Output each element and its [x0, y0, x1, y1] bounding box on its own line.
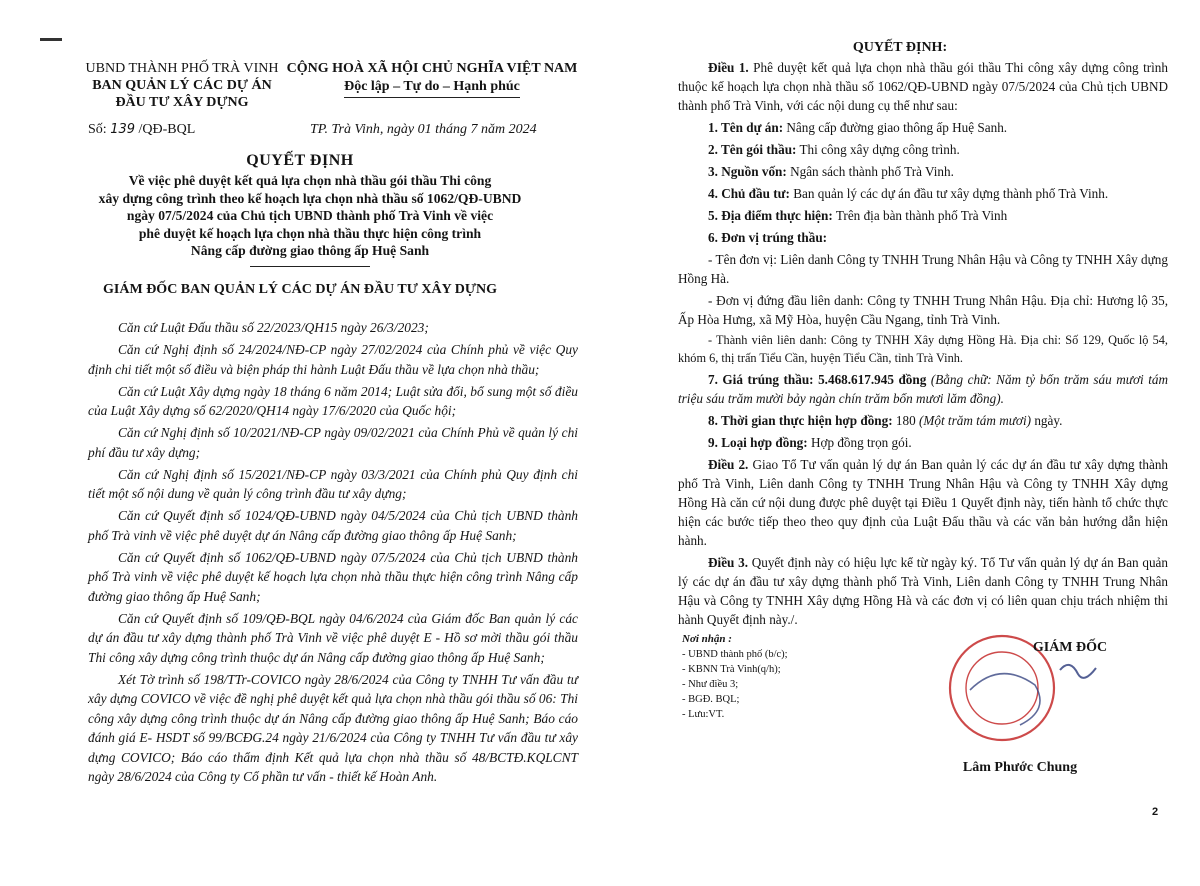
stamp-inner-ring	[966, 652, 1038, 724]
article-1-text: Phê duyệt kết quả lựa chọn nhà thầu gói thầu Thi công xây dựng công trình thuộc kế hoạch lựa chọn nhà thầu số 1062/QĐ-UBND ngày 07/5/2024 của Chủ tịch UBND thành phố Trà Vinh, với các nội dung cụ thể như sau:	[678, 60, 1168, 113]
issue-date: TP. Trà Vinh, ngày 01 tháng 7 năm 2024	[310, 122, 537, 137]
item-value: Thi công xây dựng công trình.	[796, 142, 960, 157]
basis-paragraph: Căn cứ Quyết định số 109/QĐ-BQL ngày 04/6/2024 của Giám đốc Ban quản lý các dự án đầu tư xây dựng thành phố Trà Vinh về việc phê duyệt E - Hồ sơ mời thầu gói thầu Thi công xây dựng công trình thuộc dự án Nâng cấp đường giao thông ấp Huệ Sanh;	[88, 610, 578, 665]
agency-line-2: BAN QUẢN LÝ CÁC DỰ ÁN	[92, 78, 272, 93]
item-contract-type	[678, 433, 1168, 452]
item-label: 3. Nguồn vốn:	[708, 164, 787, 179]
basis-paragraph: Căn cứ Luật Xây dựng ngày 18 tháng 6 năm 2014; Luật sửa đổi, bổ sung một số điều của Luật Xây dựng số 62/2020/QH14 ngày 17/6/2020 của Quốc hội;	[88, 383, 578, 418]
subject-line: Về việc phê duyệt kết quả lựa chọn nhà thầu gói thầu Thi công	[128, 173, 492, 188]
doc-number-prefix: Số:	[88, 122, 111, 137]
item-funding-source	[678, 162, 1168, 181]
item-location	[678, 206, 1168, 225]
basis-paragraph: Căn cứ Luật Đấu thầu số 22/2023/QH15 ngày 26/3/2023;	[118, 320, 429, 335]
signer-name: Lâm Phước Chung	[962, 760, 1078, 775]
article-2-label: Điều 2.	[708, 457, 749, 472]
item-label: 7. Giá trúng thầu: 5.468.617.945 đồng	[708, 372, 927, 387]
decision-body	[678, 58, 1168, 632]
decision-heading: QUYẾT ĐỊNH:	[852, 40, 948, 55]
article-1-label: Điều 1.	[708, 60, 749, 75]
article-1	[678, 58, 1168, 115]
right-page	[600, 0, 1200, 886]
recipient-item: - Như điều 3;	[682, 679, 739, 690]
subject-line: Nâng cấp đường giao thông ấp Huệ Sanh	[190, 243, 430, 258]
director-heading: GIÁM ĐỐC BAN QUẢN LÝ CÁC DỰ ÁN ĐẦU TƯ XÂY DỰNG	[103, 282, 497, 297]
agency-line-1: UBND THÀNH PHỐ TRÀ VINH	[85, 61, 279, 76]
item-package-name	[678, 140, 1168, 159]
national-heading	[282, 60, 582, 98]
subject-divider	[250, 266, 370, 267]
article-3	[678, 553, 1168, 629]
item-note: (Một trăm tám mươi)	[919, 413, 1032, 428]
item-project-name	[678, 118, 1168, 137]
basis-paragraph: Căn cứ Quyết định số 1024/QĐ-UBND ngày 04/5/2024 của Chủ tịch UBND thành phố Trà vinh về việc phê duyệt dự án Nâng cấp đường giao thông ấp Huệ Sanh;	[88, 508, 578, 543]
item-label: 2. Tên gói thầu:	[708, 142, 797, 157]
article-2	[678, 455, 1168, 550]
issuing-agency	[82, 60, 282, 111]
recipients-block	[682, 632, 788, 722]
item-label: 8. Thời gian thực hiện hợp đồng:	[708, 413, 893, 428]
item-value: Trên địa bàn thành phố Trà Vinh	[832, 208, 1008, 223]
article-3-label: Điều 3.	[708, 555, 748, 570]
national-motto: Độc lập – Tự do – Hạnh phúc	[344, 78, 520, 98]
item-value: Hợp đồng trọn gói.	[807, 435, 912, 450]
doc-number-handwritten: 139	[110, 122, 136, 137]
item-value: Nâng cấp đường giao thông ấp Huệ Sanh.	[783, 120, 1008, 135]
item-value: 180	[892, 413, 919, 428]
bidder-member: - Thành viên liên danh: Công ty TNHH Xây dựng Hồng Hà. Địa chỉ: Số 129, Quốc lộ 54, khóm 6, thị trấn Tiểu Cần, huyện Tiểu Cần, tỉnh Trà Vinh.	[678, 333, 1168, 365]
basis-paragraph: Xét Tờ trình số 198/TTr-COVICO ngày 28/6/2024 của Công ty TNHH Tư vấn đầu tư xây dựng COVICO về việc đề nghị phê duyệt kết quả lựa chọn nhà thầu gói thầu số 06: Thi công xây dựng công trình thuộc dự án Nâng cấp đường giao thông ấp Huệ Sanh; Báo cáo đánh giá E- HSDT số 99/BCĐG.24 ngày 21/6/2024 của Công ty TNHH Tư vấn đầu tư xây dựng COVICO; Báo cáo thẩm định Kết quả lựa chọn nhà thầu số 48/BCTĐ.KQLCNT ngày 28/6/2024 của Công ty Cổ phần tư vấn - thiết kế Hoàn Anh.	[88, 671, 578, 784]
basis-paragraph: Căn cứ Quyết định số 1062/QĐ-UBND ngày 07/5/2024 của Chủ tịch UBND thành phố Trà vinh về việc phê duyệt kế hoạch lựa chọn nhà thầu thực hiện công trình Nâng cấp đường giao thông ấp Huệ Sanh;	[88, 549, 578, 604]
nation-name: CỘNG HOÀ XÃ HỘI CHỦ NGHĨA VIỆT NAM	[286, 61, 578, 76]
bidder-name: - Tên đơn vị: Liên danh Công ty TNHH Trung Nhân Hậu và Công ty TNHH Xây dựng Hồng Hà.	[678, 252, 1168, 286]
recipient-item: - BGĐ. BQL;	[682, 694, 740, 705]
doc-number-suffix: /QĐ-BQL	[135, 122, 196, 137]
article-2-text: Giao Tổ Tư vấn quản lý dự án Ban quản lý các dự án đầu tư xây dựng thành phố Trà Vinh, Liên danh Công ty TNHH Trung Nhân Hậu và Công ty TNHH Xây dựng Hồng Hà căn cứ nội dung được phê duyệt tại Điều 1 Quyết định này, tiến hành tổ chức thực hiện các bước tiếp theo theo quy định của Luật Đấu thầu và các văn bản hướng dẫn hiện hành.	[678, 457, 1169, 548]
item-winning-price	[678, 370, 1168, 408]
document-number	[88, 122, 195, 138]
legal-bases	[88, 318, 578, 789]
page-number: 2	[1152, 806, 1159, 818]
item-note: (Bằng chữ: Năm tỷ bốn trăm sáu mươi tám triệu sáu trăm mười bảy ngàn chín trăm bốn mươi lăm đồng).	[678, 372, 1168, 406]
recipient-item: - UBND thành phố (b/c);	[682, 649, 788, 660]
item-winning-bidder	[678, 228, 1168, 247]
basis-paragraph: Căn cứ Nghị định số 24/2024/NĐ-CP ngày 27/02/2024 của Chính phủ về việc Quy định chi tiết một số điều và biện pháp thi hành Luật Đấu thầu về lựa chọn nhà thầu;	[88, 342, 578, 377]
article-3-text: Quyết định này có hiệu lực kể từ ngày ký. Tổ Tư vấn quản lý dự án Ban quản lý các dự án đầu tư xây dựng thành phố Trà Vinh, Liên danh Công ty TNHH Trung Nhân Hậu và Công ty TNHH Xây dựng Hồng Hà và các đơn vị có liên quan chịu trách nhiệm thi hành Quyết định này./.	[678, 555, 1168, 627]
basis-paragraph: Căn cứ Nghị định số 15/2021/NĐ-CP ngày 03/3/2021 của Chính phủ Quy định chi tiết một số nội dung về quản lý công trình đầu tư xây dựng;	[88, 466, 578, 501]
recipient-item: - KBNN Trà Vinh(q/h);	[682, 664, 781, 675]
item-value: Ban quản lý các dự án đầu tư xây dựng thành phố Trà Vinh.	[789, 186, 1109, 201]
decision-title: QUYẾT ĐỊNH	[246, 152, 354, 169]
signature-flourish	[1060, 665, 1096, 678]
recipient-item: - Lưu:VT.	[682, 709, 725, 720]
subject-line: phê duyệt kế hoạch lựa chọn nhà thầu thực hiện công trình	[138, 225, 482, 241]
item-label: 4. Chủ đầu tư:	[708, 186, 790, 201]
item-label: 6. Đơn vị trúng thầu:	[708, 230, 828, 245]
item-label: 1. Tên dự án:	[708, 120, 784, 135]
recipients-title: Nơi nhận :	[682, 633, 732, 645]
agency-line-3: ĐẦU TƯ XÂY DỰNG	[115, 95, 249, 110]
item-label: 5. Địa điểm thực hiện:	[708, 208, 833, 223]
item-label: 9. Loại hợp đồng:	[708, 435, 808, 450]
item-value: Ngân sách thành phố Trà Vinh.	[786, 164, 954, 179]
item-contract-duration	[678, 411, 1168, 430]
signer-title: GIÁM ĐỐC	[1032, 640, 1108, 655]
subject-line: ngày 07/5/2024 của Chủ tịch UBND thành phố Trà Vinh về việc	[126, 208, 494, 223]
item-investor	[678, 184, 1168, 203]
basis-paragraph: Căn cứ Nghị định số 10/2021/NĐ-CP ngày 09/02/2021 của Chính Phủ về quản lý chi phí đầu tư xây dựng;	[88, 425, 578, 460]
bidder-lead: - Đơn vị đứng đầu liên danh: Công ty TNHH Trung Nhân Hậu. Địa chỉ: Hương lộ 35, Ấp Hòa Hưng, xã Mỹ Hòa, huyện Cầu Ngang, tỉnh Trà Vinh.	[678, 293, 1168, 327]
decision-subject	[75, 172, 545, 267]
subject-line: xây dựng công trình theo kế hoạch lựa chọn nhà thầu số 1062/QĐ-UBND	[98, 190, 522, 206]
scan-mark	[40, 38, 62, 41]
item-value: ngày.	[1031, 413, 1063, 428]
